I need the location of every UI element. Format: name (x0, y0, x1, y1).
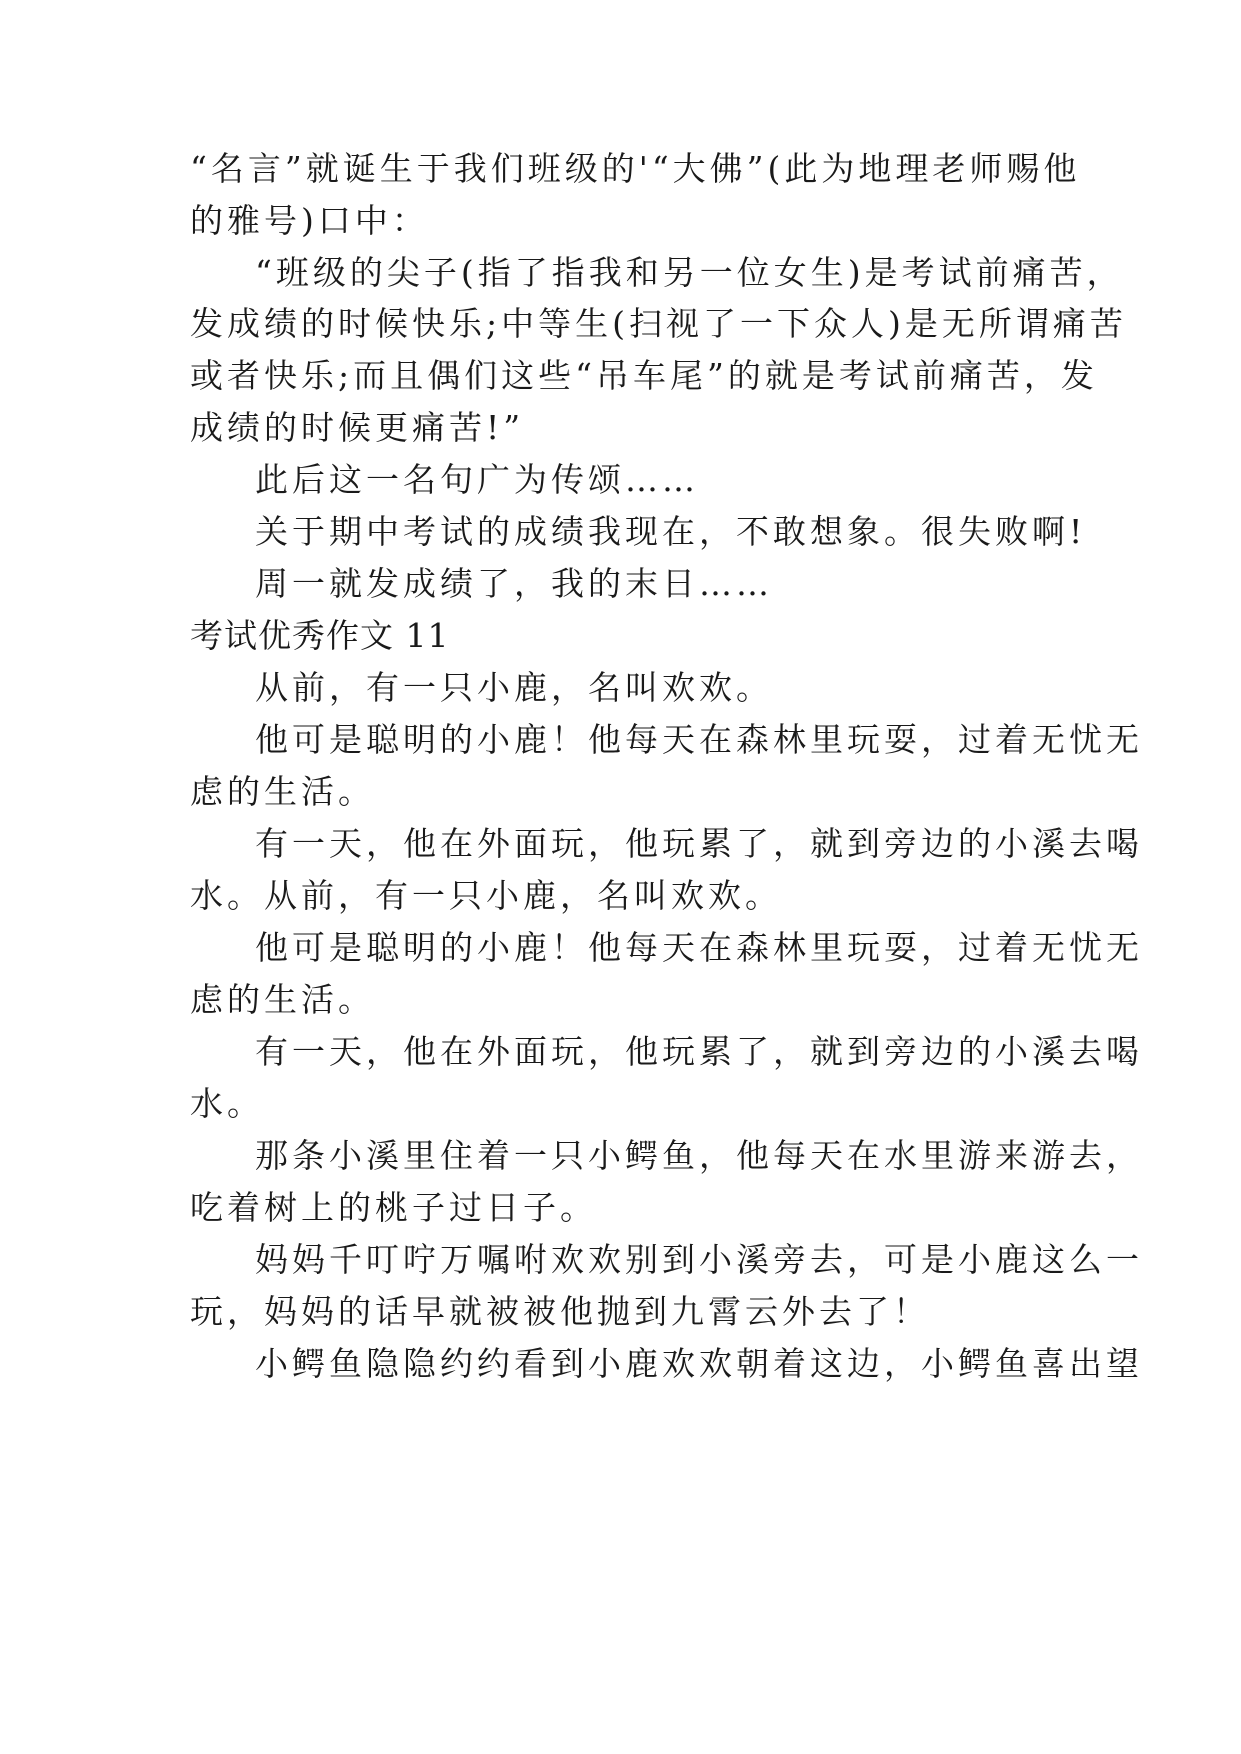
paragraph-first-line: 那条小溪里住着一只小鳄鱼，他每天在水里游来游去， (255, 1136, 1143, 1175)
text-line: 的雅号)口中： (190, 201, 429, 240)
paragraph-first-line: 此后这一名句广为传颂…… (255, 460, 699, 499)
paragraph-first-line: 从前，有一只小鹿，名叫欢欢。 (255, 668, 773, 707)
paragraph-first-line: 有一天，他在外面玩，他玩累了，就到旁边的小溪去喝 (255, 1032, 1143, 1071)
text-line: 虑的生活。 (190, 980, 375, 1019)
paragraph-first-line: 关于期中考试的成绩我现在，不敢想象。很失败啊! (255, 512, 1087, 551)
text-line: 成绩的时候更痛苦!” (190, 408, 525, 447)
text-line: 虑的生活。 (190, 772, 375, 811)
paragraph-first-line: 小鳄鱼隐隐约约看到小鹿欢欢朝着这边，小鳄鱼喜出望 (255, 1344, 1143, 1383)
text-line: 水。从前，有一只小鹿，名叫欢欢。 (190, 876, 782, 915)
text-line: 玩，妈妈的话早就被被他抛到九霄云外去了！ (190, 1292, 930, 1331)
paragraph-first-line: 他可是聪明的小鹿！他每天在森林里玩耍，过着无忧无 (255, 720, 1143, 759)
paragraph-first-line: “班级的尖子(指了指我和另一位女生)是考试前痛苦， (255, 253, 1124, 292)
paragraph-first-line: 周一就发成绩了，我的末日…… (255, 564, 773, 603)
text-line: 水。 (190, 1084, 264, 1123)
paragraph-first-line: 妈妈千叮咛万嘱咐欢欢别到小溪旁去，可是小鹿这么一 (255, 1240, 1143, 1279)
section-heading: 考试优秀作文 11 (190, 616, 450, 655)
text-line: 吃着树上的桃子过日子。 (190, 1188, 597, 1227)
text-line: 或者快乐;而且偶们这些“吊车尾”的就是考试前痛苦，发 (190, 356, 1098, 395)
paragraph-first-line: 有一天，他在外面玩，他玩累了，就到旁边的小溪去喝 (255, 824, 1143, 863)
paragraph-first-line: 他可是聪明的小鹿！他每天在森林里玩耍，过着无忧无 (255, 928, 1143, 967)
text-line: “名言”就诞生于我们班级的'“大佛”(此为地理老师赐他 (190, 149, 1081, 188)
text-line: 发成绩的时候快乐;中等生(扫视了一下众人)是无所谓痛苦 (190, 304, 1127, 343)
